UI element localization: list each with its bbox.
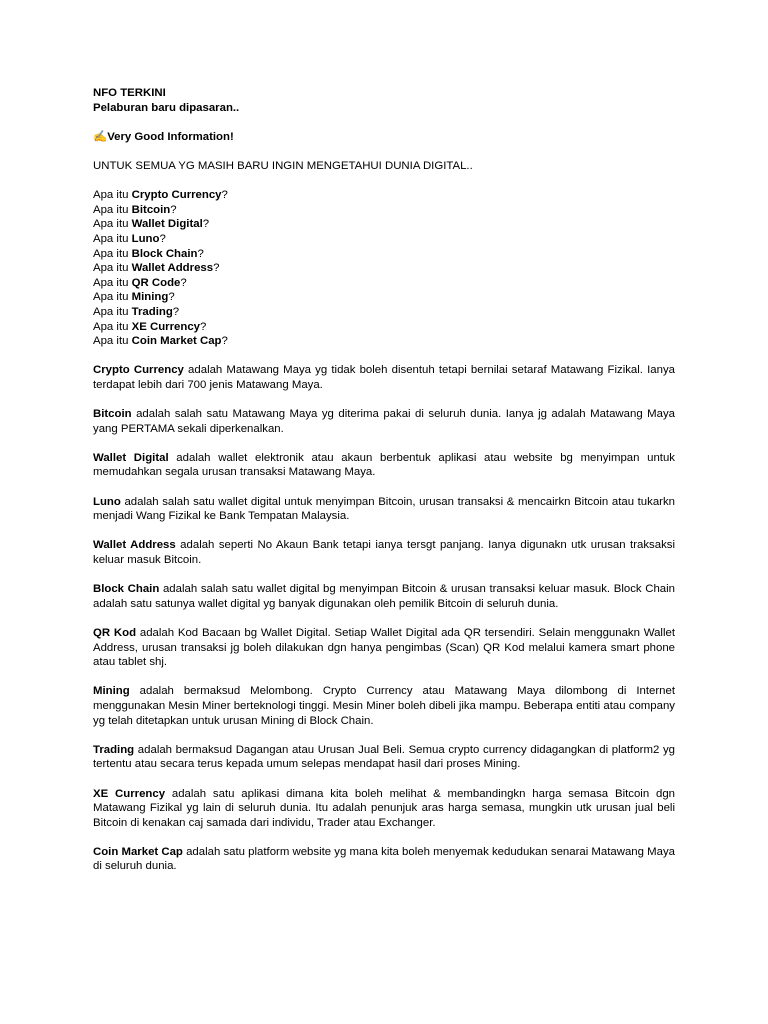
question-item: Apa itu XE Currency? — [93, 320, 207, 333]
question-item: Apa itu Mining? — [93, 291, 175, 304]
definition-paragraph: Block Chain adalah salah satu wallet digital bg menyimpan Bitcoin & urusan transaksi keluar masuk. Block Chain adalah satu satunya wallet digital yg banyak digunakan oleh pemilik Bitcoin di seluruh dunia. — [93, 583, 675, 610]
question-item: Apa itu Wallet Digital? — [93, 218, 210, 231]
definition-paragraph: Coin Market Cap adalah satu platform website yg mana kita boleh menyemak kedudukan senarai Matawang Maya di seluruh dunia. — [93, 845, 676, 873]
question-item: Apa itu Wallet Address? — [93, 262, 220, 275]
question-item: Apa itu QR Code? — [93, 276, 187, 289]
definition-paragraph: Luno adalah salah satu wallet digital untuk menyimpan Bitcoin, urusan transaksi & mencairkn Bitcoin atau tukarkn menjadi Wang Fizikal ke Bank Tempatan Malaysia. — [93, 495, 675, 523]
question-item: Apa itu Luno? — [93, 232, 166, 245]
definition-paragraph: Mining adalah bermaksud Melombong. Crypto Currency atau Matawang Maya dilombong di Internet menggunakan Mesin Miner berteknologi tinggi. Mesin Miner boleh dibeli jika mampu. Beberapa entiti atau company yg telah ditetapkan untuk urusan Mining di Block Chain. — [93, 685, 675, 727]
document-subtitle: Pelaburan baru dipasaran.. — [93, 101, 240, 114]
good-info-line — [93, 130, 675, 145]
intro-text: UNTUK SEMUA YG MASIH BARU INGIN MENGETAHUI DUNIA DIGITAL.. — [93, 159, 473, 172]
definition-paragraph: Bitcoin adalah salah satu Matawang Maya yg diterima pakai di seluruh dunia. Ianya jg adalah Matawang Maya yang PERTAMA sekali diperkenalkan. — [93, 408, 675, 435]
question-item: Apa itu Block Chain? — [93, 247, 204, 260]
document-title: NFO TERKINI — [93, 87, 166, 99]
definition-paragraph: XE Currency adalah satu aplikasi dimana kita boleh melihat & membandingkn harga semasa Bitcoin dgn Matawang Fizikal yg lain di seluruh dunia. Itu adalah penunjuk aras harga semasa, mungkin utk urusan jual beli Bitcoin di kenakan caj samada dari individu, Trader atau Exchanger. — [93, 787, 675, 829]
definition-paragraph: QR Kod adalah Kod Bacaan bg Wallet Digital. Setiap Wallet Digital ada QR tersendiri. Selain menggunakn Wallet Address, urusan transaksi jg boleh dilakukan dgn hanya pengimbas (Scan) QR Kod melalui kamera smart phone atau tablet shj. — [93, 626, 675, 669]
definition-paragraph: Crypto Currency adalah Matawang Maya yg tidak boleh disentuh tetapi bernilai setaraf Matawang Fizikal. Ianya terdapat lebih dari 700 jenis Matawang Maya. — [93, 364, 675, 391]
writing-hand-icon: ✍ — [93, 130, 108, 143]
question-item: Apa itu Crypto Currency? — [93, 189, 228, 202]
question-list — [93, 188, 675, 349]
question-item: Apa itu Bitcoin? — [93, 203, 177, 216]
definition-paragraph: Wallet Address adalah seperti No Akaun Bank tetapi ianya tersgt panjang. Ianya digunakn utk urusan traksaksi keluar masuk Bitcoin. — [93, 539, 675, 566]
question-item: Apa itu Coin Market Cap? — [93, 335, 228, 348]
good-info-text: Very Good Information! — [107, 130, 234, 143]
question-item: Apa itu Trading? — [93, 305, 180, 318]
document-content — [93, 86, 675, 874]
definition-paragraph: Trading adalah bermaksud Dagangan atau Urusan Jual Beli. Semua crypto currency didagangkan di platform2 yg tertentu atau secara terus kepada umum selepas mendapat hasil dari proses Mining. — [93, 743, 675, 771]
definition-paragraph: Wallet Digital adalah wallet elektronik atau akaun berbentuk aplikasi atau website bg menyimpan untuk memudahkan segala urusan transaksi Matawang Maya. — [93, 451, 675, 479]
